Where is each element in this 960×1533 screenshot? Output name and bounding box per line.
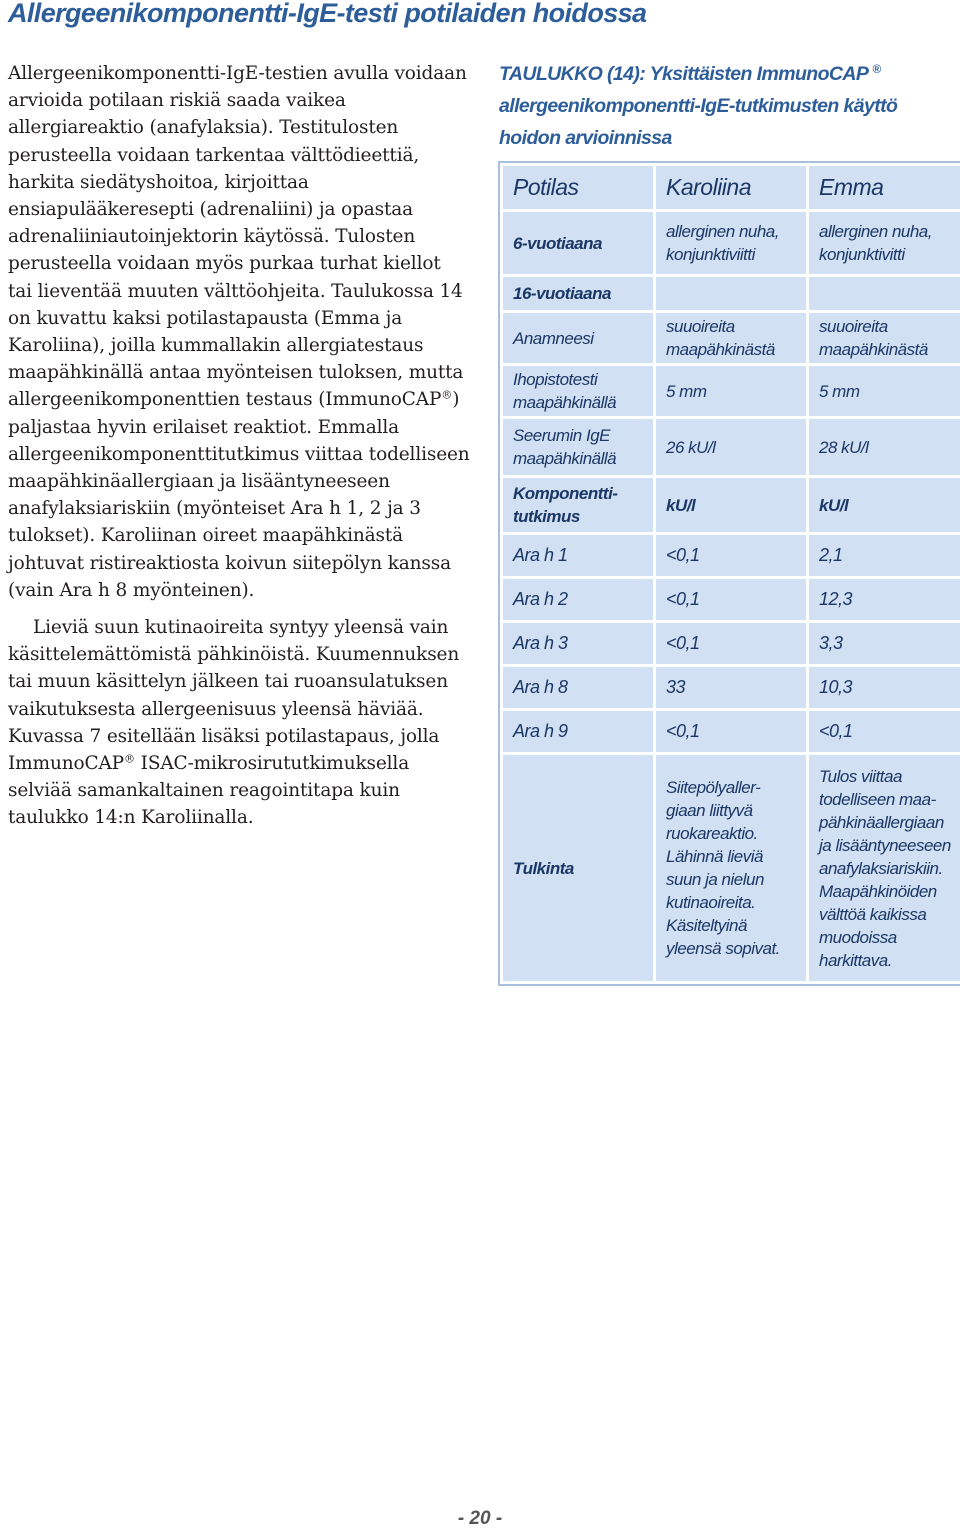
table-cell: 28 kU/l [809, 419, 960, 475]
header-cell-patient: Potilas [503, 166, 653, 209]
table-caption-text: TAULUKKO (14): Yksittäisten ImmunoCAP [499, 63, 868, 85]
table-cell: <0,1 [656, 623, 806, 664]
table-row [503, 277, 960, 310]
table-cell: 12,3 [809, 579, 960, 620]
row-label: Seerumin IgE maapähkinällä [503, 419, 653, 475]
row-label: 6-vuotiaana [503, 212, 653, 274]
table-caption-end: allergeenikomponentti-IgE-tutkimusten käyttö hoidon arvioinnissa [499, 95, 898, 149]
table-cell [809, 277, 960, 310]
body-paragraph-1 [8, 60, 470, 604]
table-row [503, 366, 960, 416]
table-cell: 3,3 [809, 623, 960, 664]
row-label: Ara h 9 [503, 711, 653, 752]
table-cell: <0,1 [656, 711, 806, 752]
body-paragraph-1-text: Allergeenikomponentti-IgE-testien avulla voidaan arvioida potilaan riskiä saada vaikea allergiareaktio (anafylaksia). Testitulosten perusteella voidaan tarkentaa välttödieettiä, harkita siedätyshoitoa, kirjoittaa ensiapulääkeresepti (adrenaliini) ja opastaa adrenaliiniautoinjektorin käytössä. Tulosten perusteella voidaan myös purkaa turhat kiellot tai lieventää muuten välttöohjeita. Taulukossa 14 on kuvattu kaksi potilastapausta (Emma ja Karoliina), joilla kummallakin allergiatestaus maapähkinällä antaa myönteisen tuloksen, mutta allergeenikomponenttien testaus (ImmunoCAP [8, 63, 467, 411]
table-row [503, 711, 960, 752]
table-cell: 26 kU/l [656, 419, 806, 475]
registered-mark: ® [872, 62, 881, 76]
table-row [503, 313, 960, 363]
row-label: Komponentti-tutkimus [503, 478, 653, 532]
table-row [503, 212, 960, 274]
header-cell-emma: Emma [809, 166, 960, 209]
page-title: Allergeenikomponentti-IgE-testi potilaiden hoidossa [8, 0, 647, 28]
body-text-column [8, 60, 470, 832]
row-label: Ara h 8 [503, 667, 653, 708]
body-paragraph-1-end: ) paljastaa hyvin erilaiset reaktiot. Emmalla allergeenikomponenttitutkimus viittaa todelliseen maapähkinäallergiaan ja lisääntyneeseen anafylaksiariskiin (myönteiset Ara h 1, 2 ja 3 tulokset). Karoliinan oireet maapähkinästä johtuvat ristireaktiosta koivun siitepölyn kanssa (vain Ara h 8 myönteinen). [8, 389, 470, 601]
page-number: - 20 - [457, 1508, 503, 1529]
row-label: Tulkinta [503, 755, 653, 981]
table-cell: allerginen nuha, konjunktivitti [809, 212, 960, 274]
table-cell: 5 mm [656, 366, 806, 416]
table-cell: 5 mm [809, 366, 960, 416]
body-paragraph-2 [8, 614, 470, 832]
registered-mark: ® [123, 752, 135, 766]
header-cell-karoliina: Karoliina [656, 166, 806, 209]
row-label: Anamneesi [503, 313, 653, 363]
table-cell: Tulos viittaa todelliseen maa-pähkinäallergiaan ja lisääntyneeseen anafylaksiariskiin. Maapähkinöiden välttöä kaikissa muodoissa harkittava. [809, 755, 960, 981]
table-header-row [503, 166, 960, 209]
row-label: Ihopistotesti maapähkinällä [503, 366, 653, 416]
table-row [503, 667, 960, 708]
table-row [503, 623, 960, 664]
table-cell: <0,1 [809, 711, 960, 752]
table-row [503, 419, 960, 475]
table-cell: <0,1 [656, 535, 806, 576]
table-row [503, 478, 960, 532]
table-cell: kU/l [656, 478, 806, 532]
table-cell [656, 277, 806, 310]
row-label: 16-vuotiaana [503, 277, 653, 310]
table-row [503, 535, 960, 576]
table-cell: Siitepölyaller-giaan liittyvä ruokareaktio. Lähinnä lieviä suun ja nielun kutinaoireita. Käsiteltyinä yleensä sopivat. [656, 755, 806, 981]
table-cell: 2,1 [809, 535, 960, 576]
table-cell: kU/l [809, 478, 960, 532]
table-row [503, 579, 960, 620]
table-cell: 10,3 [809, 667, 960, 708]
table-cell: suuoireita maapähkinästä [656, 313, 806, 363]
table-cell: 33 [656, 667, 806, 708]
body-paragraph-2-end: ISAC-mikrosirututkimuksella selviää samankaltainen reagointitapa kuin taulukko 14:n Karoliinalla. [8, 753, 410, 829]
table-cell: suuoireita maapähkinästä [809, 313, 960, 363]
registered-mark: ® [441, 388, 453, 402]
table-caption [499, 58, 957, 154]
table-cell: allerginen nuha, konjunktiviitti [656, 212, 806, 274]
table-row [503, 755, 960, 981]
row-label: Ara h 3 [503, 623, 653, 664]
row-label: Ara h 2 [503, 579, 653, 620]
patient-comparison-table [498, 161, 960, 986]
row-label: Ara h 1 [503, 535, 653, 576]
body-paragraph-2-text: Lieviä suun kutinaoireita syntyy yleensä vain käsittelemättömistä pähkinöistä. Kuumennuksen tai muun käsittelyn jälkeen tai ruoansulatuksen vaikutuksesta allergeenisuus yleensä häviää. Kuvassa 7 esitellään lisäksi potilastapaus, jolla ImmunoCAP [8, 617, 460, 775]
table-cell: <0,1 [656, 579, 806, 620]
